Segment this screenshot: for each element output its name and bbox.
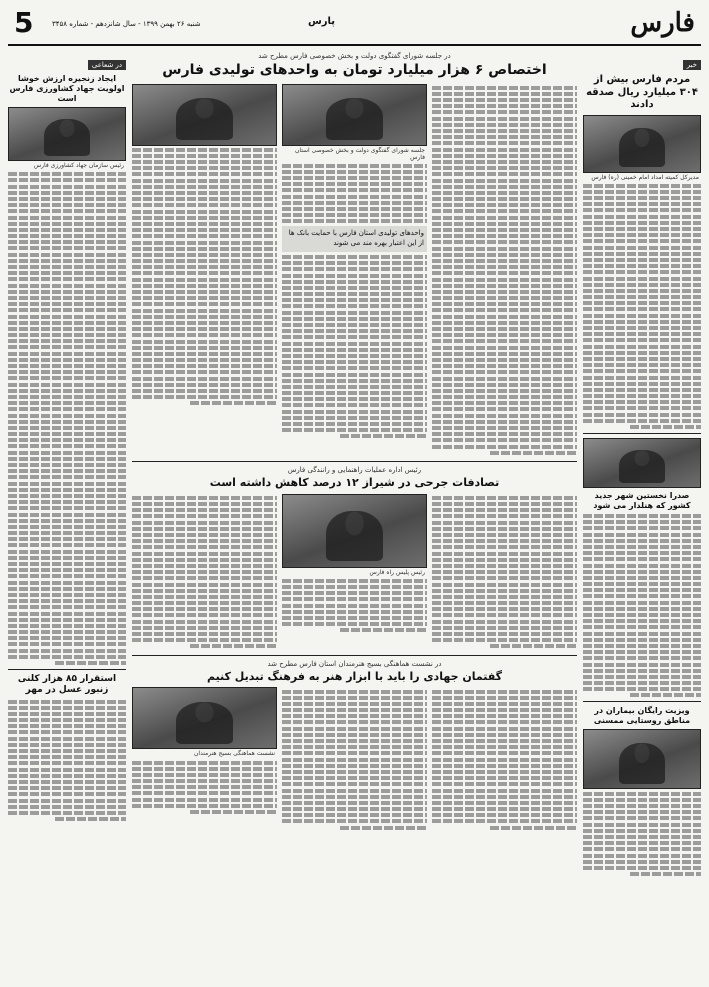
lead-body [132, 84, 577, 457]
bottom-kicker: در نشست هماهنگی بسیج هنرمندان استان فارس مطرح شد [267, 659, 442, 668]
right-story2-headline: صدرا نخستین شهر جدید کشور که هنلدار می شود [593, 491, 691, 510]
section-title: پارس [308, 16, 336, 27]
mid-photo-caption: رئیس پلیس راه فارس [369, 568, 425, 576]
mid-photo [282, 494, 427, 568]
center-column [132, 52, 577, 832]
column-tag-left: در شعاعی [88, 60, 126, 70]
issue-line: شنبه ۲۶ بهمن ۱۳۹۹ - سال شانزدهم - شماره ۳۴۵۸ [52, 20, 201, 28]
newspaper-logo: فارس [630, 8, 695, 38]
right-story3-headline: ویزیت رایگان بیماران در مناطق روستایی ممسنی [593, 706, 691, 726]
lead-kicker: در جلسه شورای گفتگوی دولت و بخش خصوصی فارس مطرح شد [258, 52, 451, 60]
right-story3-photo [583, 729, 701, 789]
bottom-body [132, 687, 577, 832]
left-story1-caption: رئیس سازمان جهاد کشاورزی فارس [33, 162, 124, 169]
right-story1-photo [583, 115, 701, 173]
left-story1-photo [8, 107, 126, 161]
lead-headline: اختصاص ۶ هزار میلیارد تومان به واحدهای تولیدی فارس [162, 62, 547, 78]
lead-photo-caption: جلسه شورای گفتگوی دولت و بخش خصوصی استان فارس [294, 146, 425, 161]
masthead [8, 6, 701, 46]
bottom-photo [132, 687, 277, 749]
page-number: 5 [14, 6, 34, 39]
bottom-photo-caption: نشست هماهنگی بسیج هنرمندان [194, 750, 275, 758]
right-story2-body [583, 514, 701, 697]
left-column [8, 52, 126, 823]
mid-kicker: رئیس اداره عملیات راهنمایی و رانندگی فارس [287, 465, 422, 474]
right-story1-caption: مدیرکل کمیته امداد امام خمینی (ره) فارس [591, 173, 699, 181]
right-story2-photo [583, 438, 701, 488]
right-story1-body [583, 184, 701, 429]
column-tag: خبر [683, 60, 701, 70]
right-column [583, 52, 701, 878]
lead-pull-quote: واحدهای تولیدی استان فارس با حمایت بانک ها از این اعتبار بهره مند می شوند [282, 226, 427, 252]
left-story2-body [8, 700, 126, 822]
right-story3-body [583, 792, 701, 876]
lead-photo [282, 84, 427, 146]
left-story1-body [8, 172, 126, 665]
lead-photo-2 [132, 84, 277, 146]
mid-body [132, 494, 577, 651]
bottom-headline: گفتمان جهادی را باید با ابزار هنر به فرهنگ تبدیل کنیم [206, 669, 503, 683]
mid-headline: تصادفات جرحی در شیراز ۱۲ درصد کاهش داشته است [209, 475, 500, 489]
left-story1-headline: ایجاد زنجیره ارزش خوشا اولویت جهاد کشاورزی فارس است [9, 74, 125, 103]
left-story2-headline: استقرار ۸۵ هزار کلنی زنبور عسل در مهر [17, 674, 117, 696]
right-story1-headline: مردم فارس بیش از ۳۰۴ میلیارد ریال صدقه دادند [586, 74, 698, 110]
